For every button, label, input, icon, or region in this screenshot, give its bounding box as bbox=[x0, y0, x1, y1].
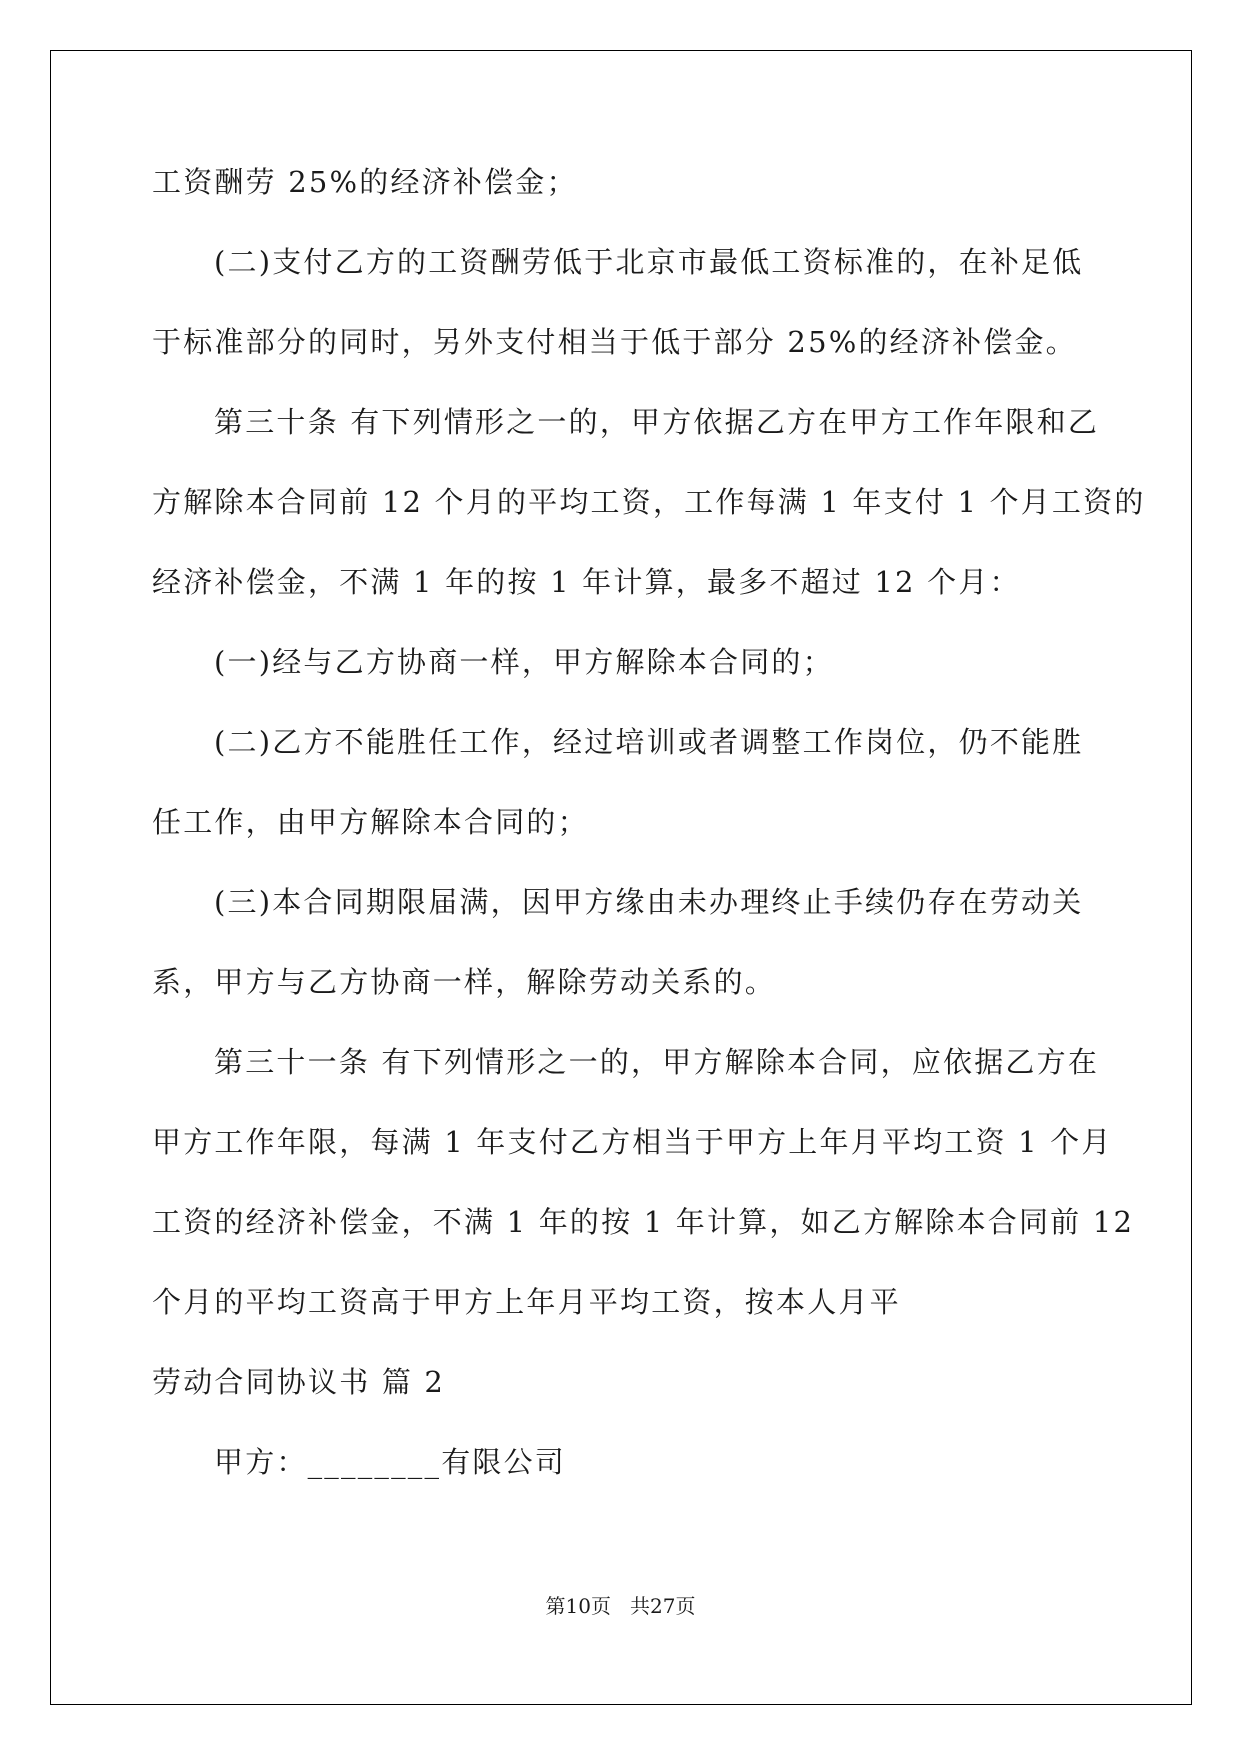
page-total: 共27页 bbox=[630, 1594, 696, 1618]
section-heading: 劳动合同协议书 篇 2 bbox=[152, 1365, 446, 1399]
body-line: (一)经与乙方协商一样，甲方解除本合同的； bbox=[214, 645, 834, 679]
page-number: 第10页 bbox=[545, 1594, 611, 1618]
body-line: 方解除本合同前 12 个月的平均工资，工作每满 1 年支付 1 个月工资的 bbox=[152, 485, 1146, 519]
body-line: (二)支付乙方的工资酬劳低于北京市最低工资标准的，在补足低 bbox=[214, 245, 1084, 279]
body-line: 工资酬劳 25%的经济补偿金； bbox=[152, 165, 578, 199]
body-line: 于标准部分的同时，另外支付相当于低于部分 25%的经济补偿金。 bbox=[152, 325, 1077, 359]
body-line: 工资的经济补偿金，不满 1 年的按 1 年计算，如乙方解除本合同前 12 bbox=[152, 1205, 1135, 1239]
body-line: (二)乙方不能胜任工作，经过培训或者调整工作岗位，仍不能胜 bbox=[214, 725, 1084, 759]
body-line: 系，甲方与乙方协商一样，解除劳动关系的。 bbox=[152, 965, 777, 999]
party-a-line: 甲方：________有限公司 bbox=[214, 1445, 567, 1479]
page-footer bbox=[0, 1590, 1241, 1619]
body-line: (三)本合同期限届满，因甲方缘由未办理终止手续仍存在劳动关 bbox=[214, 885, 1084, 919]
body-line: 经济补偿金，不满 1 年的按 1 年计算，最多不超过 12 个月： bbox=[152, 565, 1021, 599]
body-line: 个月的平均工资高于甲方上年月平均工资，按本人月平 bbox=[152, 1285, 901, 1319]
body-line: 第三十一条 有下列情形之一的，甲方解除本合同，应依据乙方在 bbox=[214, 1045, 1100, 1079]
body-line: 第三十条 有下列情形之一的，甲方依据乙方在甲方工作年限和乙 bbox=[214, 405, 1100, 439]
body-line: 任工作，由甲方解除本合同的； bbox=[152, 805, 589, 839]
body-line: 甲方工作年限，每满 1 年支付乙方相当于甲方上年月平均工资 1 个月 bbox=[152, 1125, 1113, 1159]
